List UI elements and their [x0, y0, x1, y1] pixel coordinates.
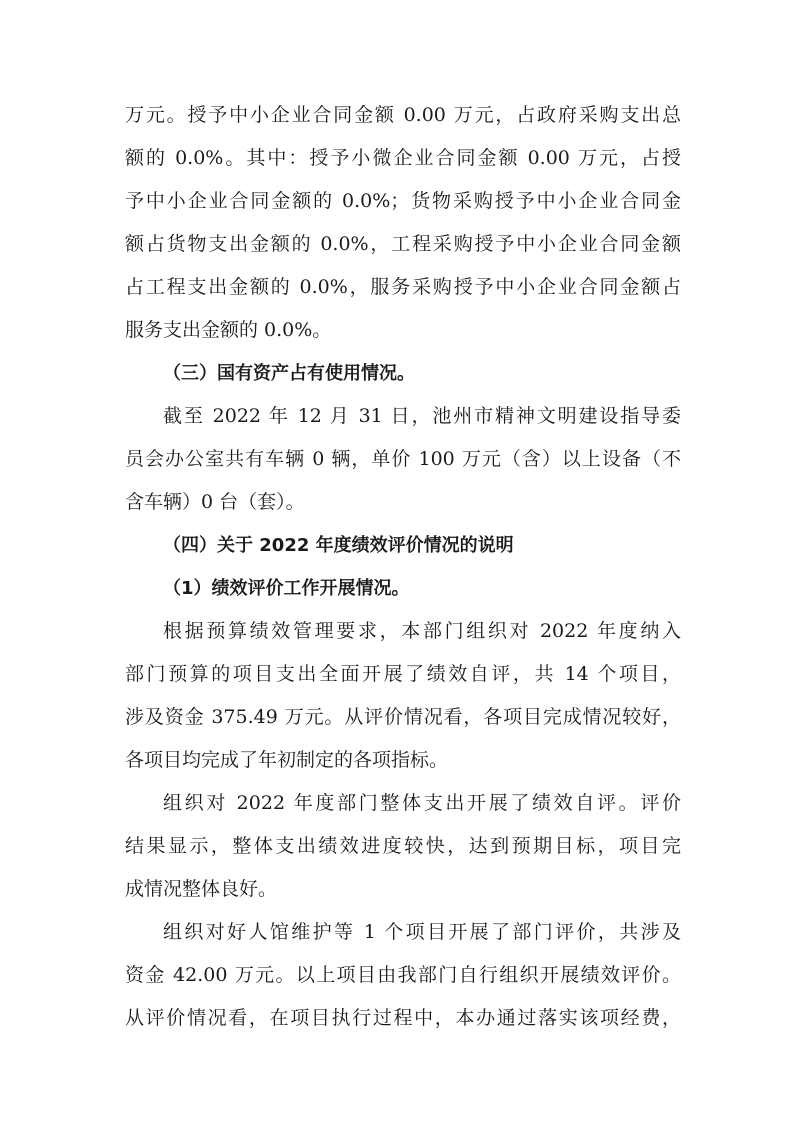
- body-text-line: 含车辆）0 台（套）。: [125, 491, 305, 513]
- body-text-line: 组织对 2022 年度部门整体支出开展了绩效自评。评价: [163, 792, 681, 814]
- body-text-line: 从评价情况看，在项目执行过程中，本办通过落实该项经费，: [125, 1007, 681, 1029]
- body-text-line: 截至 2022 年 12 月 31 日，池州市精神文明建设指导委: [163, 405, 681, 427]
- body-text-line: 额的 0.0%。其中：授予小微企业合同金额 0.00 万元，占授: [125, 147, 681, 169]
- section-heading: （三）国有资产占有使用情况。: [163, 363, 415, 384]
- body-text-line: 予中小企业合同金额的 0.0%；货物采购授予中小企业合同金: [125, 190, 681, 212]
- document-page: [125, 94, 681, 1040]
- body-text-line: 成情况整体良好。: [125, 878, 278, 900]
- body-text-line: 服务支出金额的 0.0%。: [125, 319, 332, 341]
- body-text-line: 额占货物支出金额的 0.0%，工程采购授予中小企业合同金额: [125, 233, 681, 255]
- body-text-line: 员会办公室共有车辆 0 辆，单价 100 万元（含）以上设备（不: [125, 448, 681, 470]
- body-text-line: 占工程支出金额的 0.0%，服务采购授予中小企业合同金额占: [125, 276, 681, 298]
- body-text-line: 资金 42.00 万元。以上项目由我部门自行组织开展绩效评价。: [125, 964, 681, 986]
- body-text-line: 根据预算绩效管理要求，本部门组织对 2022 年度纳入: [163, 620, 681, 642]
- subsection-heading: （1）绩效评价工作开展情况。: [163, 578, 410, 599]
- section-heading: （四）关于 2022 年度绩效评价情况的说明: [163, 535, 514, 556]
- body-text-line: 部门预算的项目支出全面开展了绩效自评，共 14 个项目，: [125, 663, 681, 685]
- body-text-line: 涉及资金 375.49 万元。从评价情况看，各项目完成情况较好，: [125, 706, 681, 728]
- body-text-line: 各项目均完成了年初制定的各项指标。: [125, 749, 449, 771]
- body-text-line: 组织对好人馆维护等 1 个项目开展了部门评价，共涉及: [163, 921, 681, 943]
- body-text-line: 万元。授予中小企业合同金额 0.00 万元，占政府采购支出总: [125, 104, 681, 126]
- body-text-line: 结果显示，整体支出绩效进度较快，达到预期目标，项目完: [125, 835, 681, 857]
